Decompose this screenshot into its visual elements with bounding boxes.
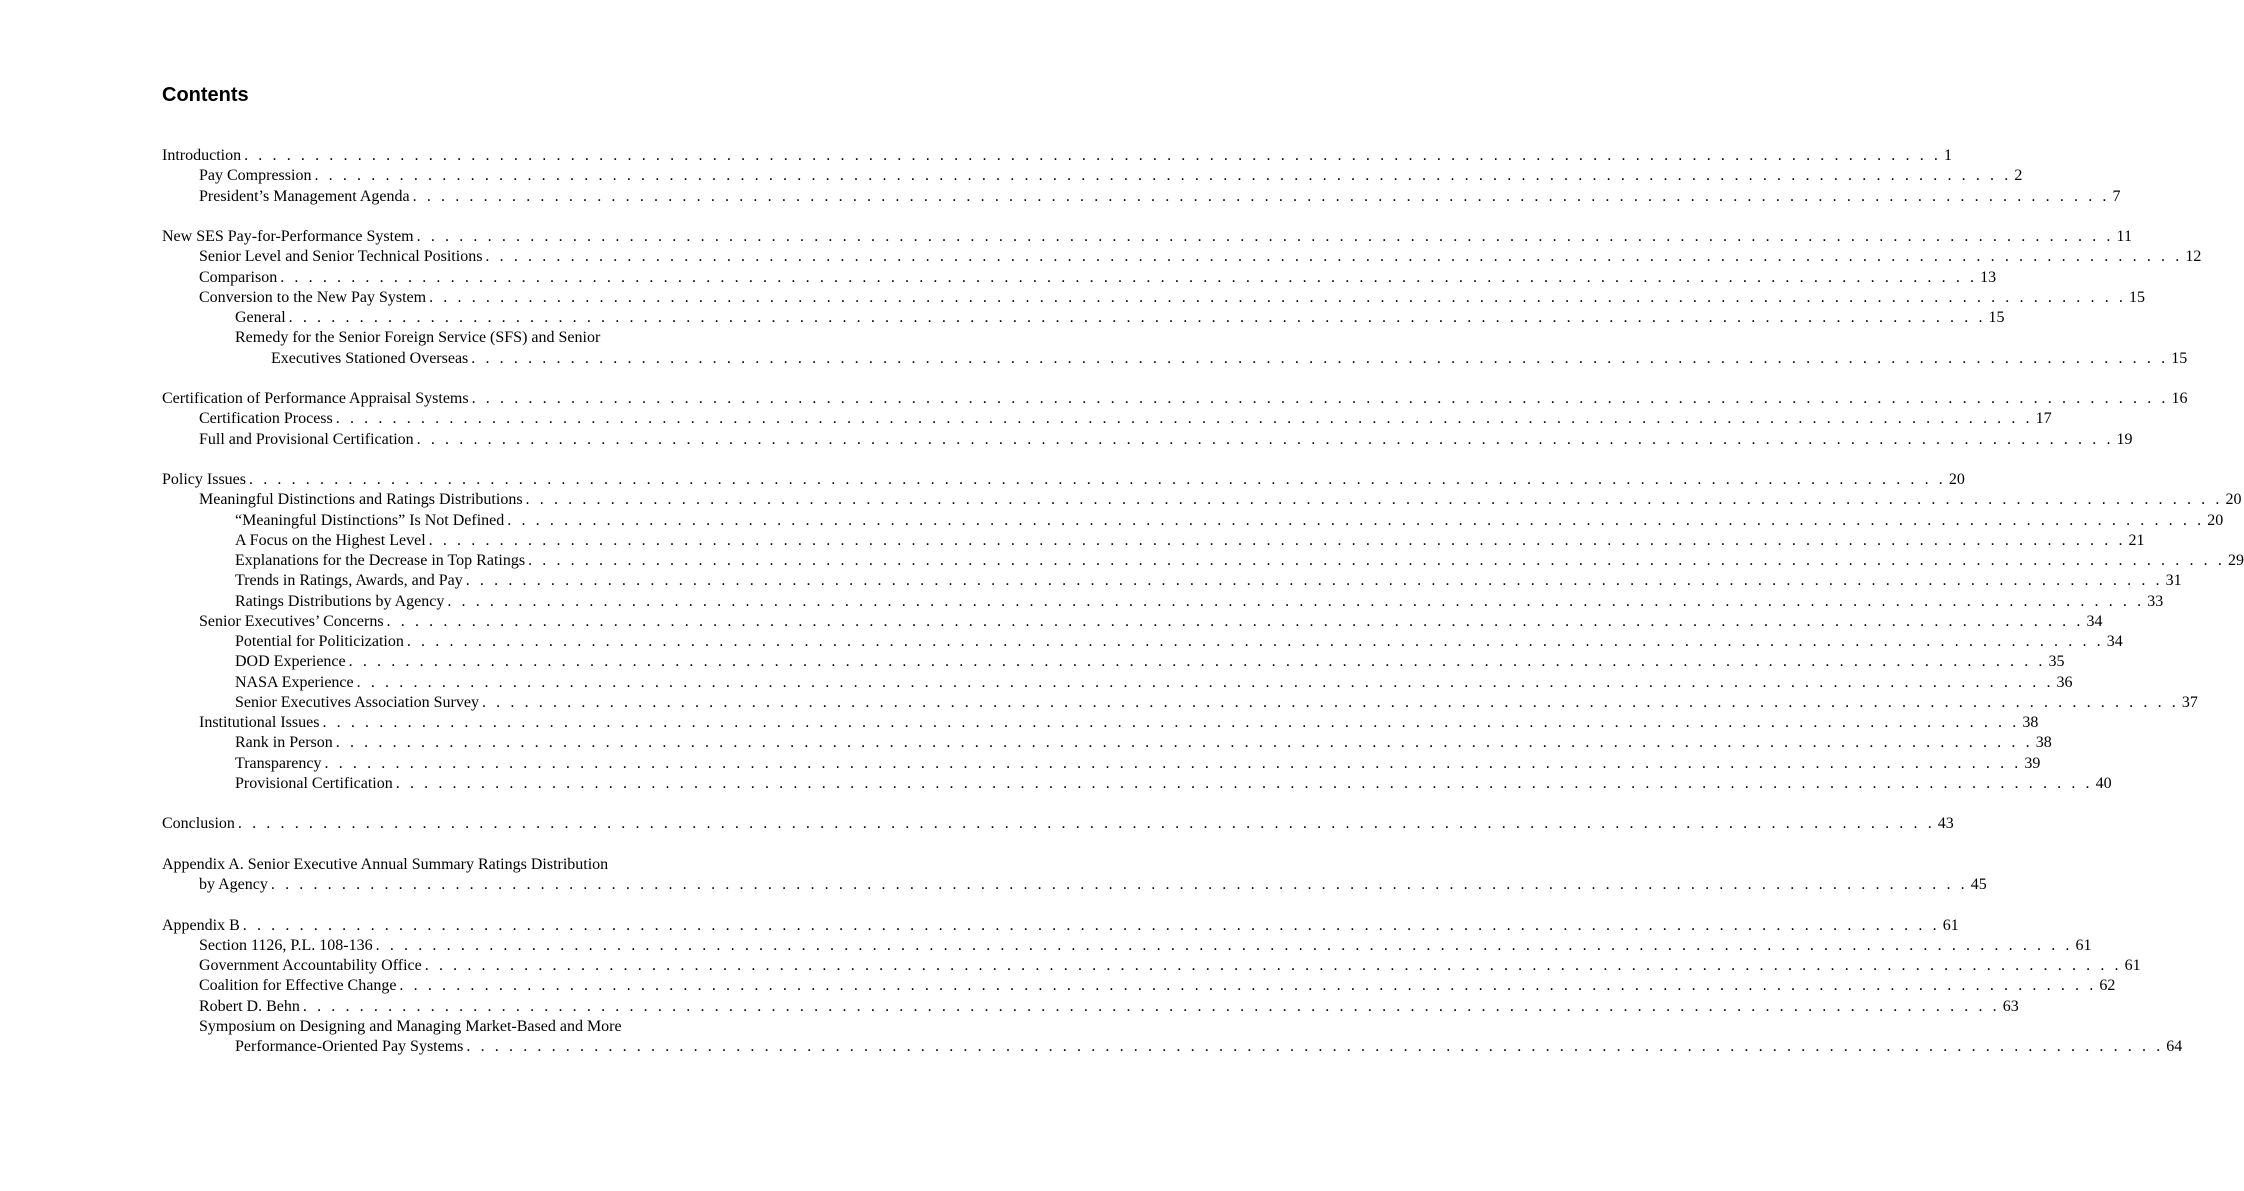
- toc-entry[interactable]: [162, 956, 2141, 976]
- toc-entry-page-number: 61: [2075, 936, 2092, 954]
- toc-entry-page-number: 39: [2024, 754, 2041, 772]
- dot-leader: . . . . . . . . . . . . . . . . . . . . . . . . . . . . . . . . . . . . . . . . . . . . . . . . . . . . . . . . . . . . . . . . . . . . . . . . . . . . . . . . . . . . . . . . . . . . . . . . . . . . . . . . . . . . . . . . . . . . . . . .: [324, 754, 2022, 772]
- dot-leader: . . . . . . . . . . . . . . . . . . . . . . . . . . . . . . . . . . . . . . . . . . . . . . . . . . . . . . . . . . . . . . . . . . . . . . . . . . . . . . . . . . . . . . . . . . . . . . . . . . . . . . . . . . . . . . . . . . . . . . . .: [428, 531, 2126, 549]
- toc-entry[interactable]: [162, 349, 2188, 369]
- dot-leader: . . . . . . . . . . . . . . . . . . . . . . . . . . . . . . . . . . . . . . . . . . . . . . . . . . . . . . . . . . . . . . . . . . . . . . . . . . . . . . . . . . . . . . . . . . . . . . . . . . . . . . . . . . . . . . . . . . . . . . . .: [429, 288, 2126, 306]
- toc-entry-title: Robert D. Behn: [199, 997, 300, 1015]
- toc-entry-page-number: 19: [2116, 430, 2133, 448]
- toc-entry-title: Meaningful Distinctions and Ratings Distributions: [199, 491, 523, 509]
- dot-leader: . . . . . . . . . . . . . . . . . . . . . . . . . . . . . . . . . . . . . . . . . . . . . . . . . . . . . . . . . . . . . . . . . . . . . . . . . . . . . . . . . . . . . . . . . . . . . . . . . . . . . . . . . . . . . . . . . . . . . . . .: [412, 187, 2110, 205]
- toc-entry-page-number: 61: [1942, 916, 1959, 934]
- toc-entry-title: DOD Experience: [235, 653, 346, 671]
- toc-entry-page-number: 21: [2128, 531, 2145, 549]
- toc-entry-title: Certification of Performance Appraisal Systems: [162, 390, 469, 407]
- toc-entry[interactable]: [162, 916, 1959, 936]
- toc-entry-page-number: 43: [1937, 815, 1954, 833]
- toc-entry-page-number: 31: [2165, 572, 2182, 590]
- toc-entry-page-number: 20: [2225, 491, 2242, 509]
- toc-entry[interactable]: [162, 166, 2023, 186]
- toc-entry-page-number: 12: [2185, 248, 2202, 266]
- toc-entry-title: Senior Executives’ Concerns: [199, 612, 384, 630]
- toc-entry-title: Pay Compression: [199, 167, 312, 185]
- toc-entry[interactable]: [162, 288, 2145, 308]
- toc-entry-title: Explanations for the Decrease in Top Ratings: [235, 552, 526, 569]
- toc-entry-title: New SES Pay-for-Performance System: [162, 228, 414, 245]
- toc-entry-title: Conclusion: [162, 815, 235, 833]
- dot-leader: . . . . . . . . . . . . . . . . . . . . . . . . . . . . . . . . . . . . . . . . . . . . . . . . . . . . . . . . . . . . . . . . . . . . . . . . . . . . . . . . . . . . . . . . . . . . . . . . . . . . . . . . . . . . . . . . . . . . . . . .: [335, 734, 2033, 752]
- toc-entry-page-number: 16: [2171, 390, 2188, 407]
- toc-entry-page-number: 15: [1988, 309, 2005, 326]
- toc-entry-page-number: 1: [1944, 147, 1952, 164]
- dot-leader: . . . . . . . . . . . . . . . . . . . . . . . . . . . . . . . . . . . . . . . . . . . . . . . . . . . . . . . . . . . . . . . . . . . . . . . . . . . . . . . . . . . . . . . . . . . . . . . . . . . . . . . . . . . . . . . . . . . . . . . .: [356, 673, 2054, 691]
- dot-leader: . . . . . . . . . . . . . . . . . . . . . . . . . . . . . . . . . . . . . . . . . . . . . . . . . . . . . . . . . . . . . . . . . . . . . . . . . . . . . . . . . . . . . . . . . . . . . . . . . . . . . . . . . . . . . . . . . . . . . . . .: [270, 876, 1968, 893]
- toc-entry[interactable]: [162, 511, 2224, 531]
- toc-entry-page-number: 20: [2207, 511, 2224, 529]
- dot-leader: . . . . . . . . . . . . . . . . . . . . . . . . . . . . . . . . . . . . . . . . . . . . . . . . . . . . . . . . . . . . . . . . . . . . . . . . . . . . . . . . . . . . . . . . . . . . . . . . . . . . . . . . . . . . . . . . . . . . . . . .: [471, 390, 2169, 407]
- toc-entry[interactable]: [162, 531, 2145, 551]
- dot-leader: . . . . . . . . . . . . . . . . . . . . . . . . . . . . . . . . . . . . . . . . . . . . . . . . . . . . . . . . . . . . . . . . . . . . . . . . . . . . . . . . . . . . . . . . . . . . . . . . . . . . . . . . . . . . . . . . . . . . . . . .: [348, 653, 2046, 671]
- toc-entry-page-number: 61: [2124, 957, 2141, 974]
- toc-entry-title: Appendix B: [162, 916, 240, 934]
- toc-entry-title: President’s Management Agenda: [199, 187, 410, 205]
- dot-leader: . . . . . . . . . . . . . . . . . . . . . . . . . . . . . . . . . . . . . . . . . . . . . . . . . . . . . . . . . . . . . . . . . . . . . . . . . . . . . . . . . . . . . . . . . . . . . . . . . . . . . . . . . . . . . . . . . . . . . . . .: [416, 430, 2114, 448]
- toc-entry[interactable]: [162, 308, 2005, 328]
- dot-leader: . . . . . . . . . . . . . . . . . . . . . . . . . . . . . . . . . . . . . . . . . . . . . . . . . . . . . . . . . . . . . . . . . . . . . . . . . . . . . . . . . . . . . . . . . . . . . . . . . . . . . . . . . . . . . . . . . . . . . . . .: [288, 309, 1986, 326]
- toc-entry-title: Transparency: [235, 754, 322, 772]
- toc-entry-title: Certification Process: [199, 410, 333, 428]
- dot-leader: . . . . . . . . . . . . . . . . . . . . . . . . . . . . . . . . . . . . . . . . . . . . . . . . . . . . . . . . . . . . . . . . . . . . . . . . . . . . . . . . . . . . . . . . . . . . . . . . . . . . . . . . . . . . . . . . . . . . . . . .: [302, 997, 2000, 1015]
- toc-entry-title: Trends in Ratings, Awards, and Pay: [235, 572, 463, 590]
- dot-leader: . . . . . . . . . . . . . . . . . . . . . . . . . . . . . . . . . . . . . . . . . . . . . . . . . . . . . . . . . . . . . . . . . . . . . . . . . . . . . . . . . . . . . . . . . . . . . . . . . . . . . . . . . . . . . . . . . . . . . . . .: [249, 471, 1946, 488]
- toc-entry-title: Full and Provisional Certification: [199, 430, 414, 448]
- dot-leader: . . . . . . . . . . . . . . . . . . . . . . . . . . . . . . . . . . . . . . . . . . . . . . . . . . . . . . . . . . . . . . . . . . . . . . . . . . . . . . . . . . . . . . . . . . . . . . . . . . . . . . . . . . . . . . . . . . . . . . . .: [424, 957, 2122, 974]
- toc-entry-page-number: 64: [2166, 1038, 2183, 1055]
- toc-entry[interactable]: [162, 673, 2073, 693]
- toc-entry[interactable]: [162, 227, 2132, 247]
- toc-entry[interactable]: [162, 247, 2202, 267]
- toc-entry[interactable]: [162, 693, 2198, 713]
- dot-leader: . . . . . . . . . . . . . . . . . . . . . . . . . . . . . . . . . . . . . . . . . . . . . . . . . . . . . . . . . . . . . . . . . . . . . . . . . . . . . . . . . . . . . . . . . . . . . . . . . . . . . . . . . . . . . . . . . . . . . . . .: [399, 977, 2097, 995]
- dot-leader: . . . . . . . . . . . . . . . . . . . . . . . . . . . . . . . . . . . . . . . . . . . . . . . . . . . . . . . . . . . . . . . . . . . . . . . . . . . . . . . . . . . . . . . . . . . . . . . . . . . . . . . . . . . . . . . . . . . . . . . .: [471, 349, 2169, 367]
- toc-entry-title: Senior Level and Senior Technical Positions: [199, 248, 483, 266]
- toc-entry-page-number: 63: [2002, 997, 2019, 1015]
- toc-entry-title: Remedy for the Senior Foreign Service (SFS) and Senior: [235, 329, 601, 347]
- toc-entry-page-number: 34: [2106, 633, 2123, 650]
- toc-entry[interactable]: [162, 875, 1987, 895]
- toc-entry[interactable]: [162, 592, 2164, 612]
- dot-leader: . . . . . . . . . . . . . . . . . . . . . . . . . . . . . . . . . . . . . . . . . . . . . . . . . . . . . . . . . . . . . . . . . . . . . . . . . . . . . . . . . . . . . . . . . . . . . . . . . . . . . . . . . . . . . . . . . . . . . . . .: [466, 1038, 2164, 1055]
- toc-entry[interactable]: [162, 612, 2103, 632]
- toc-entry[interactable]: [162, 632, 2123, 652]
- toc-entry-title: A Focus on the Highest Level: [235, 531, 426, 549]
- page-title: Contents: [162, 84, 249, 106]
- dot-leader: . . . . . . . . . . . . . . . . . . . . . . . . . . . . . . . . . . . . . . . . . . . . . . . . . . . . . . . . . . . . . . . . . . . . . . . . . . . . . . . . . . . . . . . . . . . . . . . . . . . . . . . . . . . . . . . . . . . . . . . .: [314, 167, 2012, 185]
- toc-entry-page-number: 11: [2116, 228, 2132, 245]
- table-of-contents: [162, 146, 2244, 1057]
- toc-entry-title: Section 1126, P.L. 108-136: [199, 936, 373, 954]
- toc-entry-title: Coalition for Effective Change: [199, 977, 397, 995]
- toc-entry-title: Rank in Person: [235, 734, 333, 752]
- toc-entry[interactable]: [162, 936, 2092, 956]
- toc-entry-title: Symposium on Designing and Managing Market-Based and More: [199, 1017, 622, 1035]
- dot-leader: . . . . . . . . . . . . . . . . . . . . . . . . . . . . . . . . . . . . . . . . . . . . . . . . . . . . . . . . . . . . . . . . . . . . . . . . . . . . . . . . . . . . . . . . . . . . . . . . . . . . . . . . . . . . . . . . . . . . . . . .: [528, 552, 2225, 569]
- toc-entry[interactable]: [162, 409, 2052, 429]
- toc-entry[interactable]: [162, 268, 1997, 288]
- dot-leader: . . . . . . . . . . . . . . . . . . . . . . . . . . . . . . . . . . . . . . . . . . . . . . . . . . . . . . . . . . . . . . . . . . . . . . . . . . . . . . . . . . . . . . . . . . . . . . . . . . . . . . . . . . . . . . . . . . . . . . . .: [335, 410, 2033, 428]
- toc-entry-title: “Meaningful Distinctions” Is Not Defined: [235, 511, 505, 529]
- dot-leader: . . . . . . . . . . . . . . . . . . . . . . . . . . . . . . . . . . . . . . . . . . . . . . . . . . . . . . . . . . . . . . . . . . . . . . . . . . . . . . . . . . . . . . . . . . . . . . . . . . . . . . . . . . . . . . . . . . . . . . . .: [525, 491, 2223, 509]
- toc-entry-title: Comparison: [199, 268, 278, 286]
- dot-leader: . . . . . . . . . . . . . . . . . . . . . . . . . . . . . . . . . . . . . . . . . . . . . . . . . . . . . . . . . . . . . . . . . . . . . . . . . . . . . . . . . . . . . . . . . . . . . . . . . . . . . . . . . . . . . . . . . . . . . . . .: [485, 248, 2183, 266]
- toc-entry-title: Provisional Certification: [235, 774, 393, 792]
- dot-leader: . . . . . . . . . . . . . . . . . . . . . . . . . . . . . . . . . . . . . . . . . . . . . . . . . . . . . . . . . . . . . . . . . . . . . . . . . . . . . . . . . . . . . . . . . . . . . . . . . . . . . . . . . . . . . . . . . . . . . . . .: [242, 916, 1940, 934]
- toc-entry-title: Institutional Issues: [199, 714, 320, 731]
- toc-entry-page-number: 38: [2035, 734, 2052, 752]
- dot-leader: . . . . . . . . . . . . . . . . . . . . . . . . . . . . . . . . . . . . . . . . . . . . . . . . . . . . . . . . . . . . . . . . . . . . . . . . . . . . . . . . . . . . . . . . . . . . . . . . . . . . . . . . . . . . . . . . . . . . . . . .: [481, 693, 2179, 711]
- toc-entry-page-number: 29: [2227, 552, 2244, 569]
- toc-entry[interactable]: [162, 713, 2039, 733]
- toc-entry-page-number: 36: [2056, 673, 2073, 691]
- toc-entry[interactable]: [162, 652, 2065, 672]
- toc-entry[interactable]: [162, 187, 2121, 207]
- toc-entry-title: General: [235, 309, 286, 326]
- toc-entry-page-number: 15: [2171, 349, 2188, 367]
- toc-entry[interactable]: [162, 430, 2133, 450]
- toc-entry-title: Appendix A. Senior Executive Annual Summary Ratings Distribution: [162, 855, 609, 873]
- dot-leader: . . . . . . . . . . . . . . . . . . . . . . . . . . . . . . . . . . . . . . . . . . . . . . . . . . . . . . . . . . . . . . . . . . . . . . . . . . . . . . . . . . . . . . . . . . . . . . . . . . . . . . . . . . . . . . . . . . . . . . . .: [244, 147, 1941, 164]
- toc-entry[interactable]: [162, 146, 1952, 166]
- toc-entry-page-number: 45: [1970, 876, 1987, 893]
- toc-entry-title: Introduction: [162, 147, 242, 164]
- toc-entry[interactable]: [162, 754, 2041, 774]
- toc-entry-title: Potential for Politicization: [235, 633, 404, 650]
- dot-leader: . . . . . . . . . . . . . . . . . . . . . . . . . . . . . . . . . . . . . . . . . . . . . . . . . . . . . . . . . . . . . . . . . . . . . . . . . . . . . . . . . . . . . . . . . . . . . . . . . . . . . . . . . . . . . . . . . . . . . . . .: [386, 612, 2084, 630]
- dot-leader: . . . . . . . . . . . . . . . . . . . . . . . . . . . . . . . . . . . . . . . . . . . . . . . . . . . . . . . . . . . . . . . . . . . . . . . . . . . . . . . . . . . . . . . . . . . . . . . . . . . . . . . . . . . . . . . . . . . . . . . .: [280, 268, 1978, 286]
- toc-entry-page-number: 2: [2014, 167, 2023, 185]
- toc-entry[interactable]: [162, 470, 1965, 490]
- toc-entry[interactable]: [162, 1017, 758, 1037]
- toc-entry[interactable]: [162, 855, 758, 875]
- toc-entry[interactable]: [162, 976, 2116, 996]
- toc-entry-page-number: 15: [2129, 288, 2145, 306]
- toc-entry[interactable]: [162, 571, 2182, 591]
- dot-leader: . . . . . . . . . . . . . . . . . . . . . . . . . . . . . . . . . . . . . . . . . . . . . . . . . . . . . . . . . . . . . . . . . . . . . . . . . . . . . . . . . . . . . . . . . . . . . . . . . . . . . . . . . . . . . . . . . . . . . . . .: [416, 228, 2114, 245]
- dot-leader: . . . . . . . . . . . . . . . . . . . . . . . . . . . . . . . . . . . . . . . . . . . . . . . . . . . . . . . . . . . . . . . . . . . . . . . . . . . . . . . . . . . . . . . . . . . . . . . . . . . . . . . . . . . . . . . . . . . . . . . .: [447, 592, 2145, 610]
- toc-entry-title: Ratings Distributions by Agency: [235, 592, 445, 610]
- toc-entry-page-number: 40: [2095, 774, 2112, 792]
- toc-entry-title: Senior Executives Association Survey: [235, 693, 479, 711]
- toc-entry-page-number: 62: [2099, 977, 2116, 995]
- dot-leader: . . . . . . . . . . . . . . . . . . . . . . . . . . . . . . . . . . . . . . . . . . . . . . . . . . . . . . . . . . . . . . . . . . . . . . . . . . . . . . . . . . . . . . . . . . . . . . . . . . . . . . . . . . . . . . . . . . . . . . . .: [507, 511, 2205, 529]
- dot-leader: . . . . . . . . . . . . . . . . . . . . . . . . . . . . . . . . . . . . . . . . . . . . . . . . . . . . . . . . . . . . . . . . . . . . . . . . . . . . . . . . . . . . . . . . . . . . . . . . . . . . . . . . . . . . . . . . . . . . . . . .: [237, 815, 1935, 833]
- toc-entry[interactable]: [162, 1037, 2183, 1057]
- toc-entry[interactable]: [162, 551, 2244, 571]
- toc-entry-title: by Agency: [199, 876, 268, 893]
- toc-entry-page-number: 17: [2035, 410, 2052, 428]
- toc-entry-title: NASA Experience: [235, 673, 354, 691]
- toc-entry-page-number: 20: [1948, 471, 1965, 488]
- toc-entry-title: Executives Stationed Overseas: [271, 349, 469, 367]
- toc-entry-title: Conversion to the New Pay System: [199, 288, 427, 306]
- dot-leader: . . . . . . . . . . . . . . . . . . . . . . . . . . . . . . . . . . . . . . . . . . . . . . . . . . . . . . . . . . . . . . . . . . . . . . . . . . . . . . . . . . . . . . . . . . . . . . . . . . . . . . . . . . . . . . . . . . . . . . . .: [322, 714, 2020, 731]
- toc-entry-page-number: 7: [2112, 187, 2121, 205]
- toc-entry[interactable]: [162, 814, 1954, 834]
- toc-entry-page-number: 13: [1980, 268, 1997, 286]
- toc-entry[interactable]: [162, 490, 2242, 510]
- toc-entry-page-number: 38: [2022, 714, 2039, 731]
- toc-entry-title: Policy Issues: [162, 471, 246, 488]
- toc-entry-page-number: 33: [2147, 592, 2164, 610]
- toc-entry[interactable]: [162, 774, 2112, 794]
- toc-entry-page-number: 37: [2181, 693, 2198, 711]
- toc-entry-page-number: 34: [2086, 612, 2103, 630]
- dot-leader: . . . . . . . . . . . . . . . . . . . . . . . . . . . . . . . . . . . . . . . . . . . . . . . . . . . . . . . . . . . . . . . . . . . . . . . . . . . . . . . . . . . . . . . . . . . . . . . . . . . . . . . . . . . . . . . . . . . . . . . .: [406, 633, 2104, 650]
- toc-entry[interactable]: [162, 997, 2019, 1017]
- toc-entry-page-number: 35: [2048, 653, 2065, 671]
- dot-leader: . . . . . . . . . . . . . . . . . . . . . . . . . . . . . . . . . . . . . . . . . . . . . . . . . . . . . . . . . . . . . . . . . . . . . . . . . . . . . . . . . . . . . . . . . . . . . . . . . . . . . . . . . . . . . . . . . . . . . . . .: [465, 572, 2163, 590]
- dot-leader: . . . . . . . . . . . . . . . . . . . . . . . . . . . . . . . . . . . . . . . . . . . . . . . . . . . . . . . . . . . . . . . . . . . . . . . . . . . . . . . . . . . . . . . . . . . . . . . . . . . . . . . . . . . . . . . . . . . . . . . .: [395, 774, 2093, 792]
- dot-leader: . . . . . . . . . . . . . . . . . . . . . . . . . . . . . . . . . . . . . . . . . . . . . . . . . . . . . . . . . . . . . . . . . . . . . . . . . . . . . . . . . . . . . . . . . . . . . . . . . . . . . . . . . . . . . . . . . . . . . . . .: [375, 936, 2073, 954]
- toc-entry[interactable]: [162, 328, 758, 348]
- toc-entry-title: Government Accountability Office: [199, 957, 422, 974]
- toc-entry-title: Performance-Oriented Pay Systems: [235, 1038, 464, 1055]
- toc-entry[interactable]: [162, 389, 2188, 409]
- toc-entry[interactable]: [162, 733, 2052, 753]
